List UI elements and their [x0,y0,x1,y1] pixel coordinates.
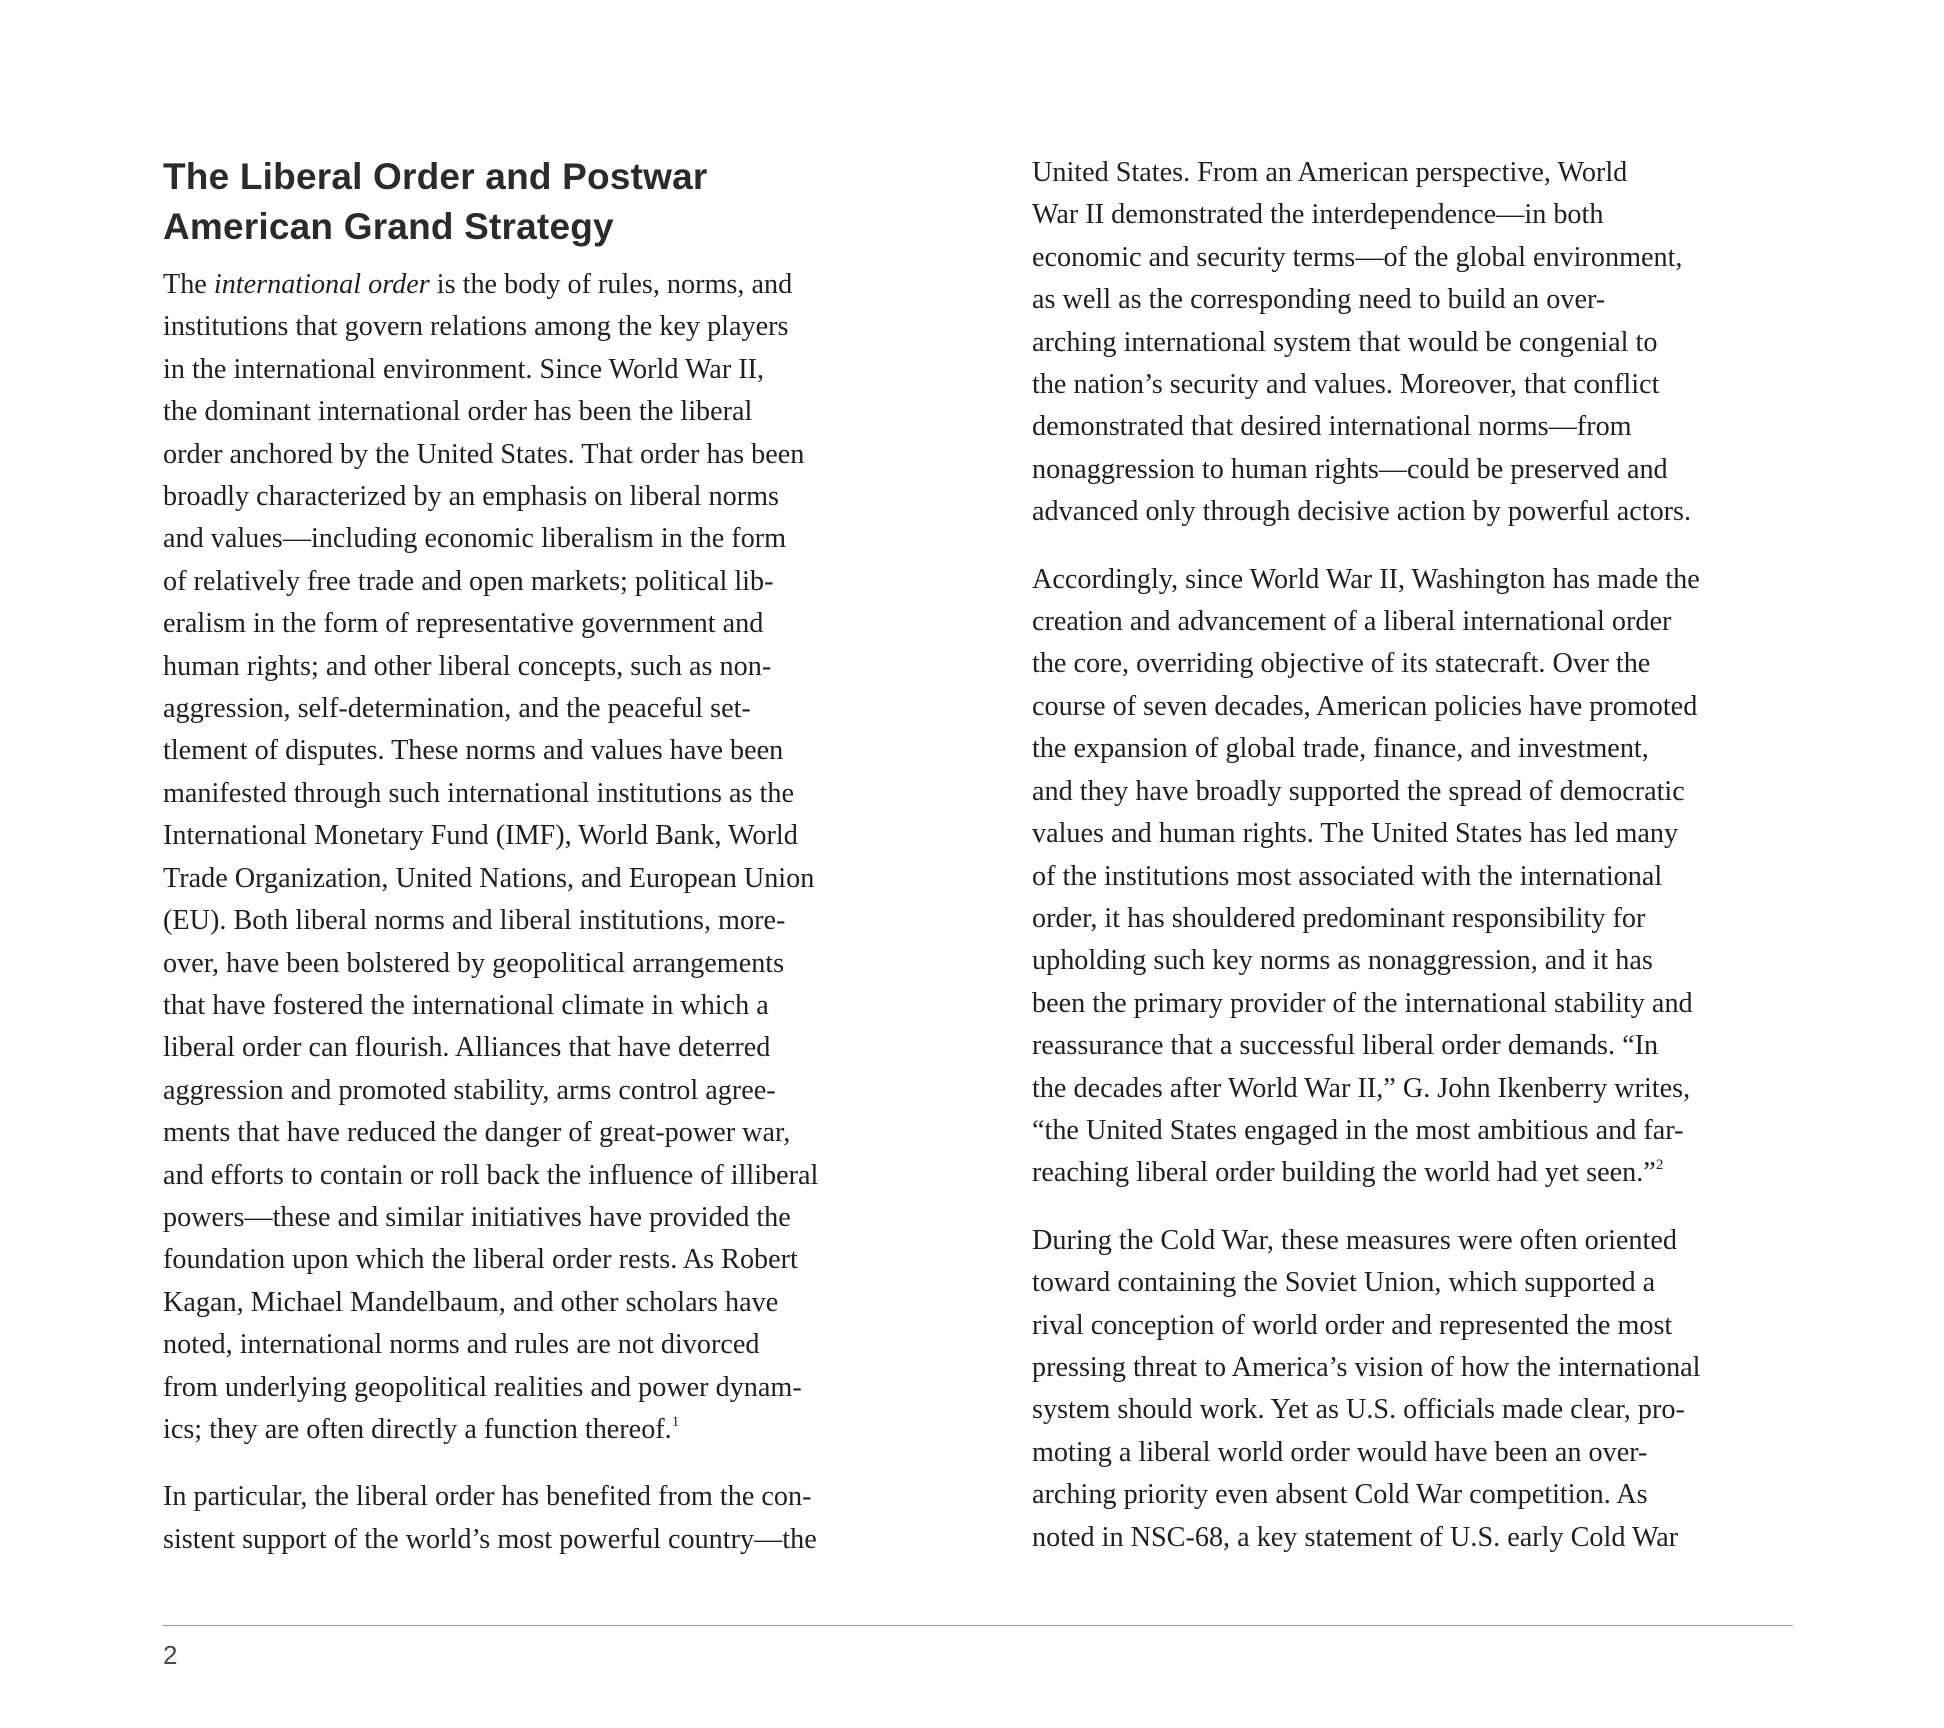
text-line: course of seven decades, American policies have promoted [1032,690,1698,722]
left-paragraph-1 [163,264,925,1451]
text-line: the expansion of global trade, finance, and investment, [1032,733,1649,765]
text-line: aggression, self-determination, and the peaceful set- [163,693,751,725]
page-number: 2 [163,1640,178,1670]
text-line: values and human rights. The United States has led many [1032,818,1679,850]
text-line: noted, international norms and rules are not divorced [163,1329,760,1361]
right-paragraph-2 [1032,559,1802,1195]
text-line: toward containing the Soviet Union, which supported a [1032,1267,1656,1299]
text-line: rival conception of world order and represented the most [1032,1309,1673,1341]
text-line: United States. From an American perspective, World [1032,157,1628,188]
text-line: from underlying geopolitical realities and power dynam- [163,1371,802,1403]
text-line: economic and security terms—of the global environment, [1032,241,1683,273]
text-line: the decades after World War II,” G. John Ikenberry writes, [1032,1072,1691,1104]
text-line: International Monetary Fund (IMF), World Bank, World [163,820,798,852]
text-line: tlement of disputes. These norms and values have been [163,735,784,767]
emphasis-term: international order [213,269,430,300]
text-line: that have fostered the international climate in which a [163,989,769,1021]
text-line: order, it has shouldered predominant responsibility for [1032,902,1646,934]
text-line: powers—these and similar initiatives have provided the [163,1201,791,1233]
text-line: reassurance that a successful liberal order demands. “In [1032,1030,1659,1062]
left-column [163,152,925,1586]
right-paragraph-1 [1032,152,1802,534]
heading-line-2: American Grand Strategy [163,206,614,247]
text-line: broadly characterized by an emphasis on liberal norms [163,481,779,513]
text-line: system should work. Yet as U.S. officials made clear, pro- [1032,1394,1685,1426]
left-paragraph-2 [163,1476,925,1561]
right-column [1032,152,1802,1584]
text-line: the dominant international order has been the liberal [163,396,753,428]
text-line: ments that have reduced the danger of great-power war, [163,1117,791,1149]
text-line: creation and advancement of a liberal international order [1032,606,1672,638]
right-paragraph-3 [1032,1220,1802,1559]
text-line: arching priority even absent Cold War competition. As [1032,1479,1648,1511]
text-line: liberal order can flourish. Alliances that have deterred [163,1032,771,1064]
footnote-marker: 2 [1655,1157,1664,1174]
text-line: demonstrated that desired international norms—from [1032,411,1632,443]
text-line: reaching liberal order building the world had yet seen.”$^2$ [1032,1157,1664,1189]
text-line: Trade Organization, United Nations, and European Union [163,862,815,894]
section-heading [163,152,925,252]
text-line: nonaggression to human rights—could be preserved and [1032,453,1668,485]
text-line: of relatively free trade and open markets; political lib- [163,565,774,597]
text-line: Accordingly, since World War II, Washington has made the [1032,563,1700,595]
text-line: the nation’s security and values. Moreover, that conflict [1032,369,1660,401]
text-line: ics; they are often directly a function thereof.$^1$ [163,1413,680,1445]
text-line: aggression and promoted stability, arms control agree- [163,1074,776,1106]
text-line: and efforts to contain or roll back the influence of illiberal [163,1159,819,1191]
text-line: arching international system that would be congenial to [1032,326,1658,358]
heading-line-1: The Liberal Order and Postwar [163,156,708,197]
text-line: upholding such key norms as nonaggression, and it has [1032,945,1653,977]
text-line: noted in NSC-68, a key statement of U.S. early Cold War [1032,1521,1679,1553]
text-line: and they have broadly supported the spread of democratic [1032,775,1685,807]
footnote-marker: 1 [671,1413,680,1430]
text-line: The international order is the body of rules, norms, and [163,269,793,300]
text-line: in the international environment. Since World War II, [163,353,765,385]
text-line: War II demonstrated the interdependence—in both [1032,199,1604,231]
text-line: (EU). Both liberal norms and liberal institutions, more- [163,905,786,937]
text-line: sistent support of the world’s most powerful country—the [163,1523,817,1555]
text-line: moting a liberal world order would have been an over- [1032,1436,1648,1468]
text-line: human rights; and other liberal concepts, such as non- [163,650,772,682]
text-line: over, have been bolstered by geopolitical arrangements [163,947,785,979]
text-line: the core, overriding objective of its statecraft. Over the [1032,648,1651,680]
text-line: as well as the corresponding need to build an over- [1032,284,1606,316]
text-line: “the United States engaged in the most ambitious and far- [1032,1114,1684,1146]
text-line: been the primary provider of the international stability and [1032,987,1693,1019]
text-line: pressing threat to America’s vision of how the international [1032,1351,1701,1383]
text-line: of the institutions most associated with the international [1032,860,1663,892]
footer-divider [163,1625,1793,1626]
text-line: advanced only through decisive action by powerful actors. [1032,496,1692,528]
text-line: institutions that govern relations among the key players [163,311,789,343]
text-line: eralism in the form of representative government and [163,608,764,640]
text-line: and values—including economic liberalism in the form [163,523,787,555]
text-line: foundation upon which the liberal order rests. As Robert [163,1244,798,1276]
text-line: Kagan, Michael Mandelbaum, and other scholars have [163,1286,779,1318]
text-line: order anchored by the United States. That order has been [163,438,805,470]
text-line: manifested through such international institutions as the [163,777,794,809]
text-line: In particular, the liberal order has benefited from the con- [163,1481,812,1513]
text-line: During the Cold War, these measures were often oriented [1032,1224,1677,1256]
